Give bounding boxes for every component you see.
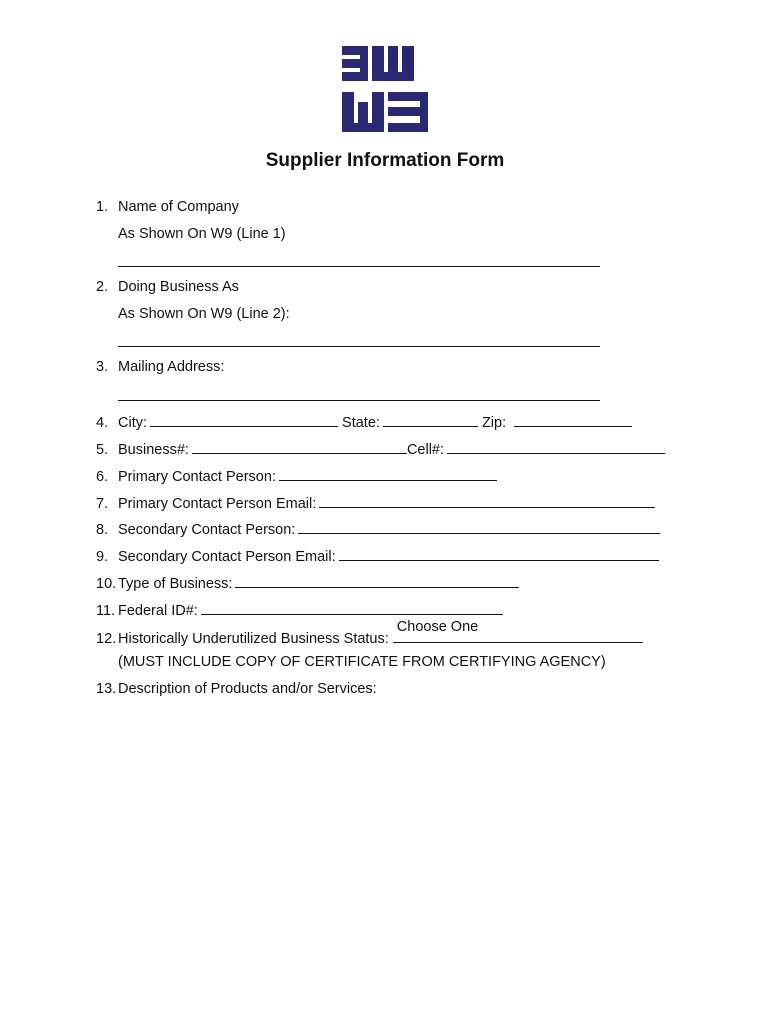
q5-row: 5. Business#: Cell#: — [96, 439, 665, 459]
city-field[interactable] — [150, 412, 338, 427]
q1-row: 1. Name of Company — [96, 199, 239, 215]
q6-row: 6. Primary Contact Person: — [96, 466, 497, 486]
bwb-logo — [342, 46, 428, 132]
cell-field[interactable] — [447, 439, 665, 454]
q11-label: Federal ID#: — [118, 603, 198, 619]
company-name-field[interactable] — [118, 266, 600, 267]
q8-row: 8. Secondary Contact Person: — [96, 519, 660, 539]
zip-label: Zip: — [481, 415, 507, 431]
form-title: Supplier Information Form — [265, 150, 505, 171]
q3-label: Mailing Address: — [118, 359, 225, 375]
q13-row: 13. Description of Products and/or Services: — [96, 681, 377, 697]
q12-row: 12. Historically Underutilized Business Status: Choose One — [96, 626, 643, 648]
hub-status-value: Choose One — [396, 619, 479, 635]
q10-label: Type of Business: — [118, 576, 233, 592]
q11-row: 11. Federal ID#: — [96, 600, 503, 620]
secondary-contact-field[interactable] — [298, 519, 660, 534]
mailing-address-field[interactable] — [118, 400, 600, 401]
q7-label: Primary Contact Person Email: — [118, 496, 317, 512]
business-type-field[interactable] — [235, 573, 519, 588]
q10-row: 10. Type of Business: — [96, 573, 519, 593]
hub-status-select[interactable] — [393, 619, 643, 643]
q6-label: Primary Contact Person: — [118, 469, 276, 485]
q7-row: 7. Primary Contact Person Email: — [96, 493, 655, 513]
q13-label: Description of Products and/or Services: — [118, 681, 377, 697]
cell-label: Cell#: — [406, 442, 445, 458]
state-field[interactable] — [383, 412, 478, 427]
q1-sub: As Shown On W9 (Line 1) — [118, 226, 286, 242]
state-label: State: — [342, 415, 380, 431]
primary-contact-field[interactable] — [279, 466, 497, 481]
q12-note: (MUST INCLUDE COPY OF CERTIFICATE FROM CERTIFYING AGENCY) — [118, 654, 606, 670]
q1-label: Name of Company — [118, 199, 239, 215]
q9-label: Secondary Contact Person Email: — [118, 549, 336, 565]
q9-row: 9. Secondary Contact Person Email: — [96, 546, 659, 566]
business-phone-label: Business#: — [118, 442, 189, 458]
q2-row: 2. Doing Business As — [96, 279, 239, 295]
city-label: City: — [118, 415, 147, 431]
q2-label: Doing Business As — [118, 279, 239, 295]
business-phone-field[interactable] — [192, 439, 407, 454]
q3-row: 3. Mailing Address: — [96, 359, 225, 375]
q4-row: 4. City: State: Zip: — [96, 412, 632, 432]
zip-field[interactable] — [514, 412, 632, 427]
primary-email-field[interactable] — [319, 493, 655, 508]
q8-label: Secondary Contact Person: — [118, 522, 296, 538]
dba-field[interactable] — [118, 346, 600, 347]
federal-id-field[interactable] — [201, 600, 503, 615]
secondary-email-field[interactable] — [339, 546, 659, 561]
q12-label: Historically Underutilized Business Status: — [118, 631, 389, 647]
q2-sub: As Shown On W9 (Line 2): — [118, 306, 290, 322]
